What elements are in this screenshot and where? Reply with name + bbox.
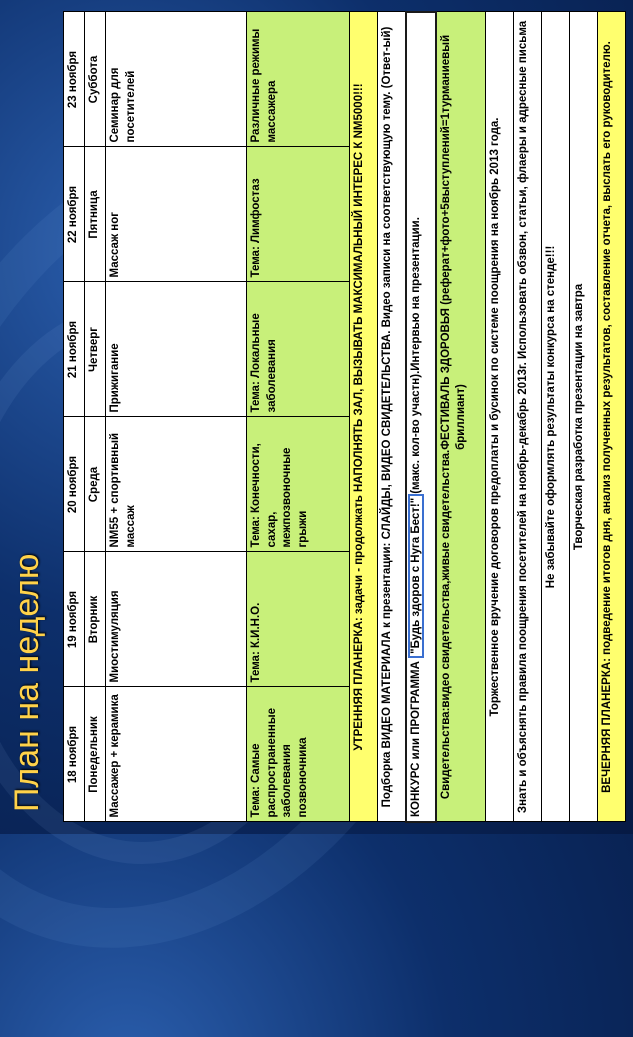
service-cell: Прижигание xyxy=(106,282,247,417)
contest-prefix: КОНКУРС или ПРОГРАММА xyxy=(410,657,423,817)
testimonials: Свидетельства:видео свидетельства,живые свидетельства.ФЕСТИВАЛЬ ЗДОРОВЬЯ (реферат+фото+5выступлений=1турманиевый бриллиант) xyxy=(436,12,486,822)
topic-cell: Различные режимы массажера xyxy=(247,12,350,147)
contest-name: "Будь здоров с Нуга Бест!" xyxy=(408,494,424,658)
week-plan-table xyxy=(63,11,626,823)
services-row xyxy=(106,12,247,822)
weekday-cell: Вторник xyxy=(85,552,106,687)
date-cell: 19 ноября xyxy=(64,552,85,687)
weekday-cell: Понедельник xyxy=(85,687,106,822)
weekday-cell: Пятница xyxy=(85,147,106,282)
topic-cell: Тема: Самые распространенные заболевания позвоночника xyxy=(247,687,350,822)
video-material: Подборка ВИДЕО МАТЕРИАЛА к презентации: СЛАЙДЫ, ВИДЕО СВИДЕТЕЛЬСТВА. Видео записи на соответствующую тему. (Ответ-ый) xyxy=(378,12,407,822)
service-cell: Массажер + керамика xyxy=(106,687,247,822)
topic-cell: Тема: Локальные заболевания xyxy=(247,282,350,417)
reward-rules: Знать и объяснять правила поощрения посетителей на ноябрь-декабрь 2013г. Использовать обзвон, статьи, флаеры и адресные письма xyxy=(513,12,541,822)
weekdays-row xyxy=(85,12,106,822)
date-cell: 20 ноября xyxy=(64,417,85,552)
date-cell: 22 ноября xyxy=(64,147,85,282)
date-cell: 18 ноября xyxy=(64,687,85,822)
date-cell: 21 ноября xyxy=(64,282,85,417)
dates-row xyxy=(64,12,85,822)
weekday-cell: Суббота xyxy=(85,12,106,147)
weekday-cell: Среда xyxy=(85,417,106,552)
page-title: План на неделю xyxy=(8,553,46,812)
topic-cell: Тема: Лимфостаз xyxy=(247,147,350,282)
weekday-cell: Четверг xyxy=(85,282,106,417)
contest-results: Не забывайте оформлять результаты конкурса на стенде!!! xyxy=(541,12,569,822)
contest-suffix: (макс. кол-во участн).Интервью на презентации. xyxy=(410,217,423,494)
topic-cell: Тема: Конечности, сахар, межпозвоночные грыжи xyxy=(247,417,350,552)
service-cell: Семинар для посетителей xyxy=(106,12,247,147)
service-cell: Миостимуляция xyxy=(106,552,247,687)
ceremony: Торжественное вручение договоров предоплаты и бусинок по системе поощрения на ноябрь 2013 года. xyxy=(485,12,513,822)
morning-meeting: УТРЕННЯЯ ПЛАНЕРКА: задачи - продолжать НАПОЛНЯТЬ ЗАЛ, ВЫЗЫВАТЬ МАКСИМАЛЬНЫЙ ИНТЕРЕС К NM5000!!! xyxy=(350,12,378,822)
week-plan-table-container xyxy=(63,11,626,823)
contest-row xyxy=(406,12,435,822)
topic-cell: Тема: К.И.Н.О. xyxy=(247,552,350,687)
date-cell: 23 ноября xyxy=(64,12,85,147)
creative-development: Творческая разработка презентации на завтра xyxy=(569,12,597,822)
service-cell: Массаж ног xyxy=(106,147,247,282)
evening-meeting: ВЕЧЕРНЯЯ ПЛАНЕРКА: подведение итогов дня, анализ полученных результатов, составление отчета, выслать его руководителю. xyxy=(597,12,625,822)
topics-row xyxy=(247,12,350,822)
service-cell: NM55 + спортивный массаж xyxy=(106,417,247,552)
